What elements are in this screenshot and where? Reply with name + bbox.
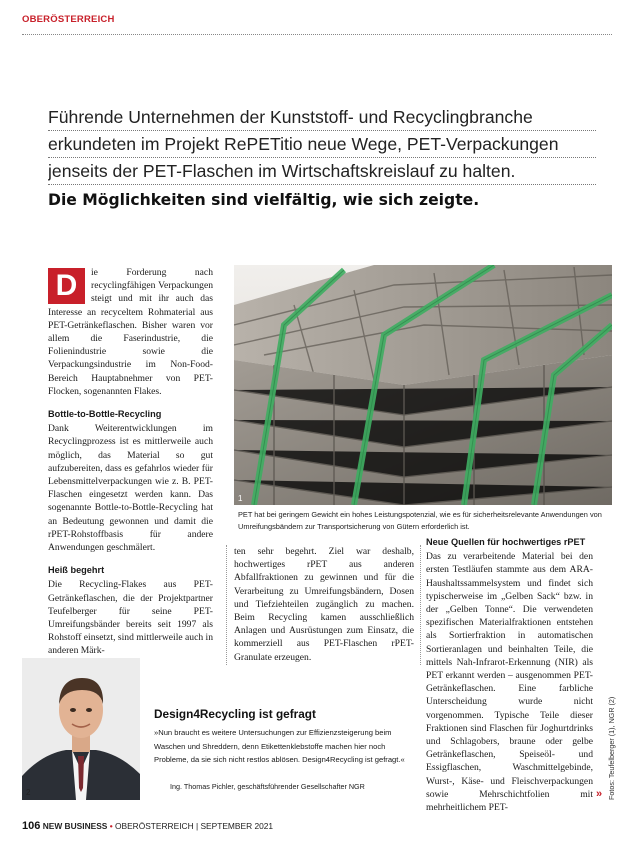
page-number: 106 <box>22 820 41 832</box>
intro-block <box>48 104 596 215</box>
quote-author: Ing. Thomas Pichler, geschäftsführender Gesellschafter NGR <box>170 782 365 791</box>
quote-box <box>140 686 416 800</box>
continue-arrow-icon: » <box>596 788 603 800</box>
drop-cap: D <box>48 268 85 304</box>
paver-stack-image <box>234 265 612 505</box>
quote-text: »Nun braucht es weitere Untersuchungen zur Effizienzsteigerung beim Waschen und Shreddern, denn Etikettenklebstoffe machen hier noch Probleme, da sie sich nicht restlos ablösen. Design4Recycling ist gefragt.« <box>154 728 405 764</box>
column-divider <box>226 545 227 665</box>
photo-number: 1 <box>238 494 243 503</box>
footer-section: OBERÖSTERREICH <box>114 821 194 831</box>
intro-line-2: erkundeten im Projekt RePETitio neue Wege, PET-Verpackungen <box>48 131 596 158</box>
subheading: Bottle-to-Bottle-Recycling <box>48 409 162 420</box>
photo-caption: PET hat bei geringem Gewicht ein hohes Leistungspotenzial, wie es für sicherheitsrelevante Anwendungen von Umreifungsbändern zur Transportsicherung von Gütern erforderlich ist. <box>238 510 602 531</box>
article-column-1 <box>48 266 213 658</box>
section-tag: OBERÖSTERREICH <box>22 14 115 25</box>
magazine-brand: NEW BUSINESS <box>42 821 108 831</box>
person-portrait-image <box>22 658 140 800</box>
intro-subheadline: Die Möglichkeiten sind vielfältig, wie sich zeigte. <box>48 191 480 209</box>
paragraph: Die Recycling-Flakes aus PET-Getränkeflaschen, die der Projektpartner Teufelberger für seine PET-Umreifungsbänder bereits seit 1997 als Rohstoff einsetzt, sind mittlerweile auch in anderen Märk- <box>48 579 214 657</box>
paragraph: ie Forderung nach recyclingfähigen Verpackungen steigt und mit ihr auch das Interesse an recyceltem Rohmaterial aus PET-Getränkeflaschen. Bisher waren vor allem die Faserindustrie, die Folienindustrie sowie die Verpackungsindustrie im Non-Food-Bereich Hauptabnehmer von PET-Flocken, sogenannten Flakes. <box>48 267 213 397</box>
intro-line-3: jenseits der PET-Flaschen im Wirtschaftskreislauf zu halten. <box>48 158 596 185</box>
paragraph: Das zu verarbeitende Material bei den ersten Testläufen stammte aus dem ARA-Haushaltssammelsystem und findet sich typischerweise im „Gelben Sack“ bzw. in der „Gelben Tonne“. Die verwendeten spezifischen Materialfraktionen entstehen als Sortierfraktion in automatischen Sortieranlagen und beinhalten Teile, die mittels Nah-Infrarot-Erkennung (NIR) als PET erkannt werden – ausgenommen PET-Getränkeflaschen. Eine farbliche Unterscheidung wurde nicht vorgenommen. Typische Teile dieser Fraktionen sind Flaschen für Joghurtdrinks und Schlagobers, braune oder gelbe Getränkeflaschen, Speiseöl- und Essigflaschen, Waschmittelgebinde, Wurst-, Käse- und Fleischverpackungen sowie Mehrschichtfolien mit mehrheitlichem PET- <box>426 551 593 814</box>
portrait-photo <box>22 658 140 800</box>
photo-credit: Fotos: Teufelberger (1), NGR (2) <box>607 696 616 800</box>
article-column-2 <box>234 545 414 664</box>
paragraph: ten sehr begehrt. Ziel war deshalb, hochwertiges rPET aus anderen Abfallfraktionen zu gewinnen und für die Verarbeitung zu Umreifungsbändern, Dosen und Tiefziehteilen zugänglich zu machen. Beim Recycling kamen ausschließlich Anlagen und Ausrüstungen zum Einsatz, die kommerziell aus PET-Flaschen rPET-Granulate erzeugen. <box>234 546 414 663</box>
quote-title: Design4Recycling ist gefragt <box>154 707 316 721</box>
portrait-number: 2 <box>26 788 31 797</box>
bullet: • <box>109 821 113 831</box>
article-column-3 <box>426 536 593 814</box>
top-rule <box>22 34 612 35</box>
page-footer <box>22 820 273 832</box>
column-divider <box>420 545 421 665</box>
footer-separator: | <box>195 821 199 831</box>
paragraph: Dank Weiterentwicklungen im Recyclingprozess ist es mittlerweile auch möglich, das Material so gut aufzubereiten, dass es gefahrlos wieder für Lebensmittelverpackungen wie z. B. PET-Flaschen eingesetzt werden kann. Das sogenannte Bottle-to-Bottle-Recycling hat an Bedeutung gewonnen und damit die rPET-Rohstoffbasis für andere Anwendungen geschmälert. <box>48 423 213 554</box>
subheading: Heiß begehrt <box>48 565 105 576</box>
paver-photo <box>234 265 612 505</box>
subheading: Neue Quellen für hochwertiges rPET <box>426 537 586 547</box>
footer-issue: SEPTEMBER 2021 <box>200 821 274 831</box>
intro-line-1: Führende Unternehmen der Kunststoff- und Recyclingbranche <box>48 104 596 131</box>
